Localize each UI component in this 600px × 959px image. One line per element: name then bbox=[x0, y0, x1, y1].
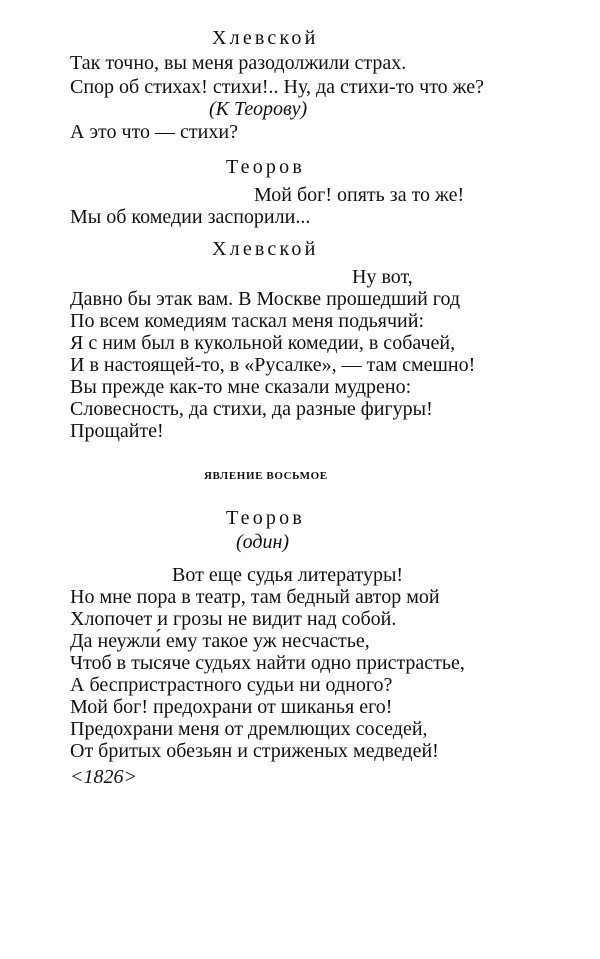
verse-line: Ну вот, bbox=[352, 266, 413, 288]
stage-direction: (К Теорову) bbox=[209, 98, 308, 120]
verse-line: Так точно, вы меня разодолжили страх. bbox=[70, 52, 407, 74]
verse-line: Но мне пора в театр, там бедный автор мой bbox=[70, 586, 440, 608]
verse-line: Да неужли́ ему такое уж несчастье, bbox=[70, 630, 370, 652]
speaker-name: Хлевской bbox=[212, 27, 319, 49]
stage-direction: (один) bbox=[236, 531, 290, 553]
verse-line: А беспристрастного судьи ни одного? bbox=[70, 674, 393, 696]
verse-line: Вы прежде как-то мне сказали мудрено: bbox=[70, 376, 412, 398]
verse-line: Хлопочет и грозы не видит над собой. bbox=[70, 608, 397, 630]
verse-line: Давно бы этак вам. В Москве прошедший год bbox=[70, 288, 461, 310]
verse-line: От бритых обезьян и стриженых медведей! bbox=[70, 740, 439, 762]
verse-line: Мы об комедии заспорили... bbox=[70, 206, 311, 228]
verse-line: По всем комедиям таскал меня подьячий: bbox=[70, 310, 425, 332]
verse-line: Мой бог! опять за то же! bbox=[254, 184, 465, 206]
verse-line: Словесность, да стихи, да разные фигуры! bbox=[70, 398, 433, 420]
composition-date: <1826> bbox=[70, 766, 137, 788]
verse-line: Предохрани меня от дремлющих соседей, bbox=[70, 718, 428, 740]
verse-line: И в настоящей-то, в «Русалке», — там смешно! bbox=[70, 354, 476, 376]
verse-line: Прощайте! bbox=[70, 420, 164, 442]
verse-line: Спор об стихах! стихи!.. Ну, да стихи-то что же? bbox=[70, 76, 484, 98]
verse-line: А это что — стихи? bbox=[70, 121, 238, 143]
verse-line: Чтоб в тысяче судьях найти одно пристрастье, bbox=[70, 652, 465, 674]
speaker-name: Теоров bbox=[226, 156, 305, 178]
verse-line: Я с ним был в кукольной комедии, в собачей, bbox=[70, 332, 456, 354]
verse-line: Вот еще судья литературы! bbox=[172, 564, 404, 586]
speaker-name: Теоров bbox=[226, 507, 305, 529]
scene-heading: ЯВЛЕНИЕ ВОСЬМОЕ bbox=[204, 470, 328, 482]
speaker-name: Хлевской bbox=[212, 238, 319, 260]
verse-line: Мой бог! предохрани от шиканья его! bbox=[70, 696, 393, 718]
